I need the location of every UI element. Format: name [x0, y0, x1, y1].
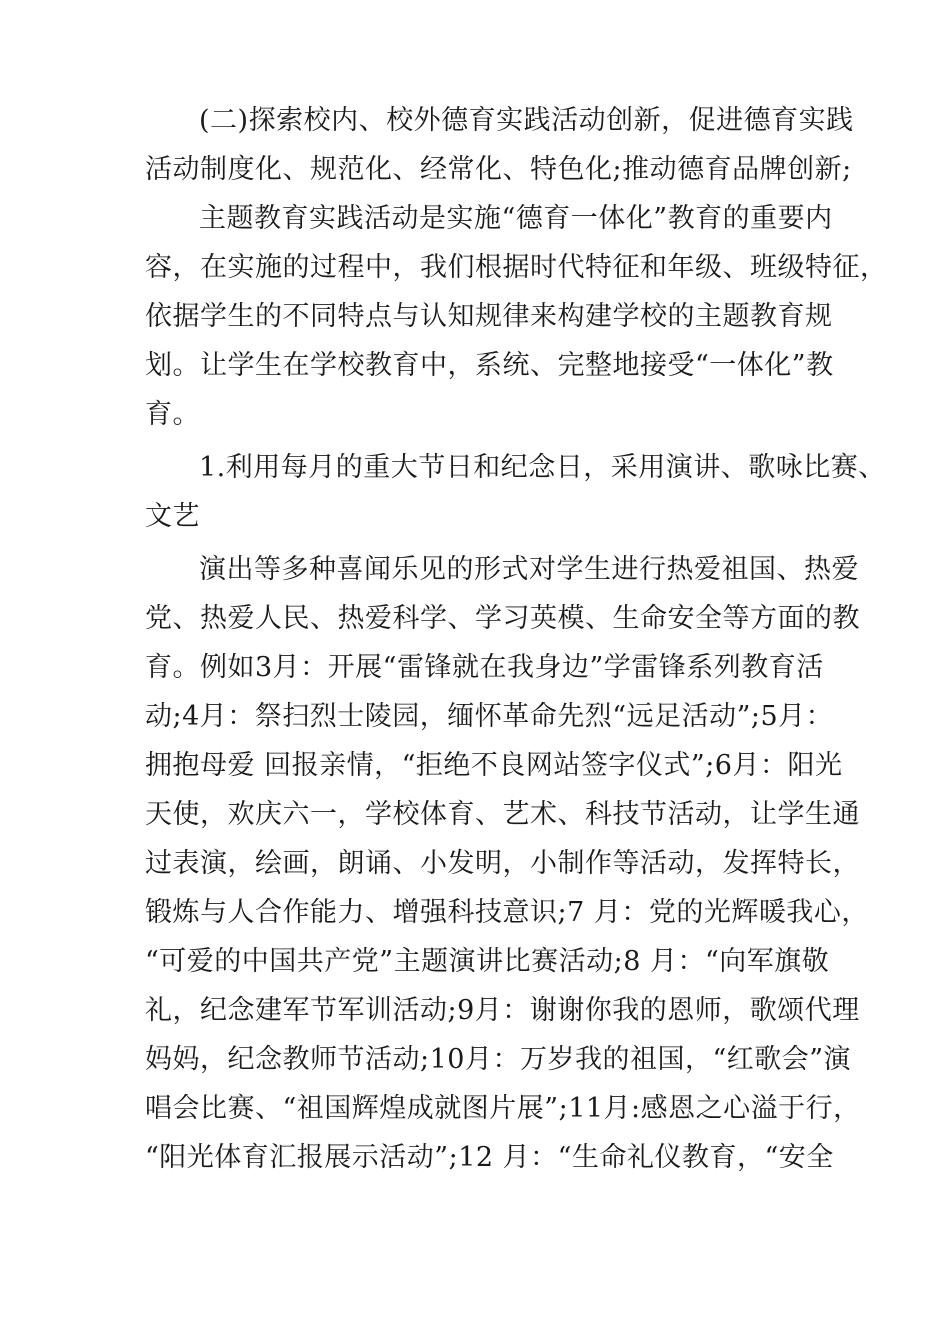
paragraph-line: 过表演，绘画，朗诵、小发明，小制作等活动，发挥特长，: [145, 848, 860, 879]
paragraph-line: 育。例如3月：开展“雷锋就在我身边”学雷锋系列教育活: [145, 652, 824, 683]
paragraph-line: 文艺: [145, 501, 200, 532]
paragraph-line: 动;4月：祭扫烈士陵园，缅怀革命先烈“远足活动”;5月：: [145, 701, 834, 732]
paragraph-line: 划。让学生在学校教育中，系统、完整地接受“一体化”教: [145, 350, 834, 381]
paragraph-line: 育。: [145, 399, 200, 430]
paragraph-line: 依据学生的不同特点与认知规律来构建学校的主题教育规: [145, 301, 833, 332]
paragraph-line: 1.利用每月的重大节日和纪念日，采用演讲、歌咏比赛、: [199, 452, 886, 483]
paragraph-line: “可爱的中国共产党”主题演讲比赛活动;8 月：“向军旗敬: [145, 946, 830, 977]
paragraph-line: (二)探索校内、校外德育实践活动创新，促进德育实践: [199, 105, 854, 136]
paragraph-line: “阳光体育汇报展示活动”;12 月：“生命礼仪教育，“安全: [145, 1142, 834, 1173]
paragraph-line: 主题教育实践活动是实施“德育一体化”教育的重要内: [199, 203, 833, 234]
paragraph-line: 活动制度化、规范化、经常化、特色化;推动德育品牌创新;: [145, 154, 852, 185]
paragraph-line: 礼，纪念建军节军训活动;9月：谢谢你我的恩师，歌颂代理: [145, 995, 860, 1026]
paragraph-line: 妈妈，纪念教师节活动;10月：万岁我的祖国，“红歌会”演: [145, 1044, 852, 1075]
paragraph-line: 锻炼与人合作能力、增强科技意识;7 月：党的光辉暖我心，: [145, 897, 869, 928]
paragraph-line: 唱会比赛、“祖国辉煌成就图片展”;11月:感恩之心溢于行，: [145, 1093, 861, 1124]
paragraph-line: 演出等多种喜闻乐见的形式对学生进行热爱祖国、热爱: [199, 554, 859, 585]
paragraph-line: 容，在实施的过程中，我们根据时代特征和年级、班级特征，: [145, 252, 888, 283]
paragraph-line: 天使，欢庆六一，学校体育、艺术、科技节活动，让学生通: [145, 799, 860, 830]
paragraph-line: 拥抱母爱 回报亲情，“拒绝不良网站签字仪式”;6月：阳光: [145, 750, 843, 781]
paragraph-line: 党、热爱人民、热爱科学、学习英模、生命安全等方面的教: [145, 603, 860, 634]
